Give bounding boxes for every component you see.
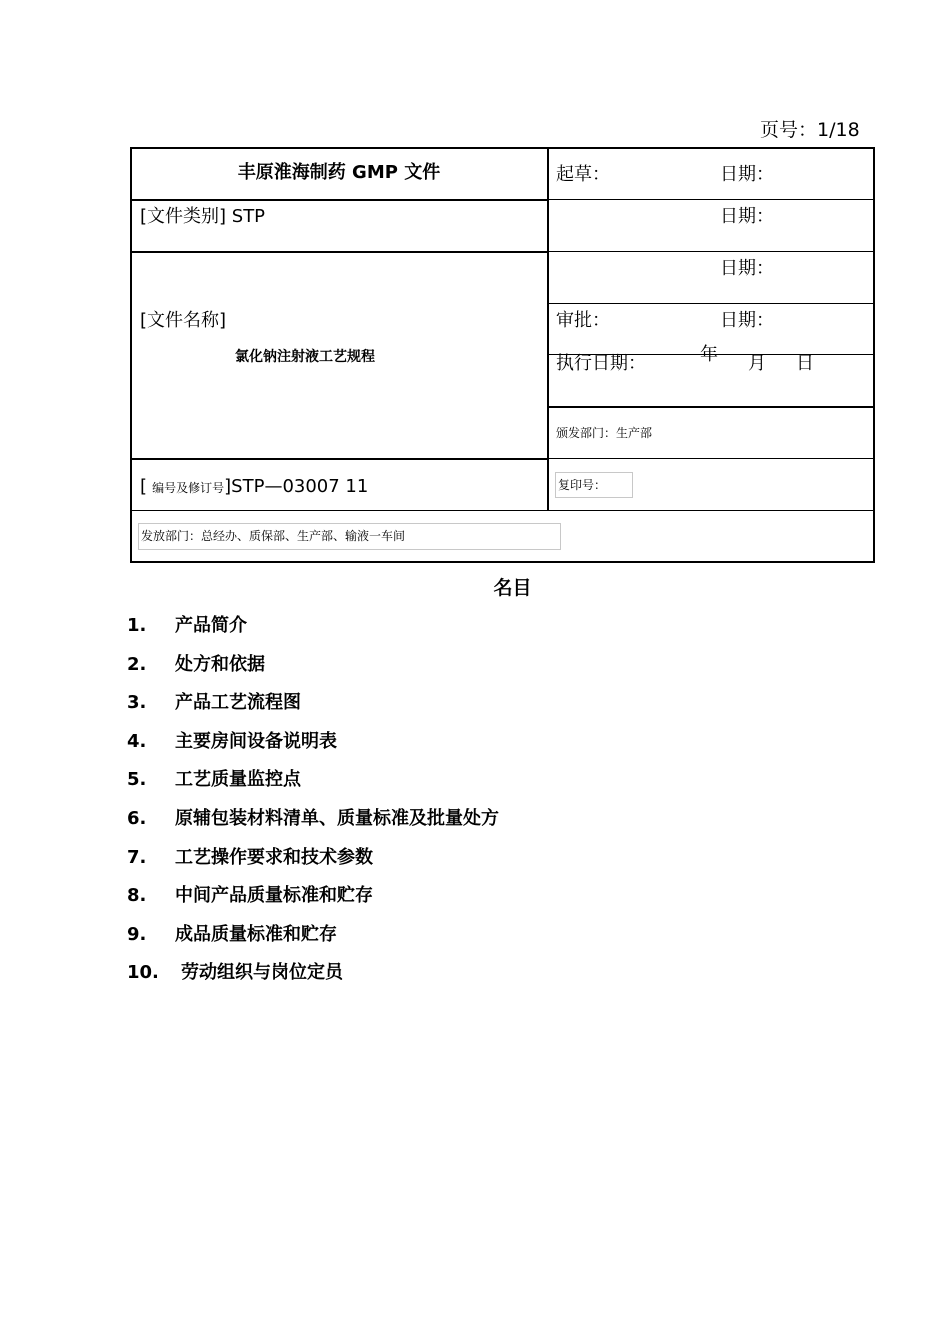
row-divider bbox=[548, 406, 875, 408]
toc-item: 10. 劳动组织与岗位定员 bbox=[127, 962, 343, 983]
toc-item: 7. 工艺操作要求和技术参数 bbox=[127, 847, 373, 868]
date-label: 日期： bbox=[720, 206, 774, 227]
doc-code bbox=[140, 476, 368, 497]
company-title: 丰原淮海制药 GMP 文件 bbox=[237, 162, 441, 183]
row-divider bbox=[130, 199, 548, 201]
row-divider bbox=[130, 458, 548, 460]
row-divider bbox=[548, 458, 875, 459]
doc-category: [文件类别] STP bbox=[140, 206, 266, 227]
doc-name-label: [文件名称] bbox=[140, 310, 227, 331]
row-divider bbox=[548, 303, 875, 304]
toc-item: 5. 工艺质量监控点 bbox=[127, 769, 301, 790]
toc-item: 6. 原辅包装材料清单、质量标准及批量处方 bbox=[127, 808, 499, 829]
code-bracket: [ bbox=[140, 476, 148, 497]
toc-item: 2. 处方和依据 bbox=[127, 654, 265, 675]
code-label: 编号及修订号 bbox=[152, 481, 225, 495]
date-label: 日期： bbox=[720, 164, 774, 185]
exec-date-label: 执行日期： bbox=[556, 353, 646, 374]
toc-item: 1. 产品简介 bbox=[127, 615, 247, 636]
year-label: 年 bbox=[700, 344, 718, 365]
toc-item: 3. 产品工艺流程图 bbox=[127, 692, 301, 713]
column-divider bbox=[547, 147, 549, 511]
distribution: 发放部门：总经办、质保部、生产部、输液一车间 bbox=[138, 523, 561, 550]
row-divider bbox=[130, 251, 548, 253]
row-divider bbox=[548, 251, 875, 252]
date-label: 日期： bbox=[720, 310, 774, 331]
toc-item: 9. 成品质量标准和贮存 bbox=[127, 924, 337, 945]
copy-number: 复印号： bbox=[555, 472, 633, 498]
toc-heading: 名目 bbox=[493, 577, 532, 599]
issuer: 颁发部门：生产部 bbox=[556, 426, 653, 440]
code-value: ]STP—03007 11 bbox=[224, 476, 369, 497]
toc-item: 8. 中间产品质量标准和贮存 bbox=[127, 885, 373, 906]
page-number: 页号：1/18 bbox=[760, 119, 860, 141]
approve-label: 审批： bbox=[556, 310, 610, 331]
date-label: 日期： bbox=[720, 258, 774, 279]
row-divider bbox=[130, 510, 875, 511]
row-divider bbox=[548, 199, 875, 200]
draft-label: 起草： bbox=[556, 164, 610, 185]
month-label: 月 bbox=[748, 353, 766, 374]
doc-name: 氯化钠注射液工艺规程 bbox=[235, 349, 375, 365]
day-label: 日 bbox=[796, 353, 814, 374]
toc-item: 4. 主要房间设备说明表 bbox=[127, 731, 337, 752]
